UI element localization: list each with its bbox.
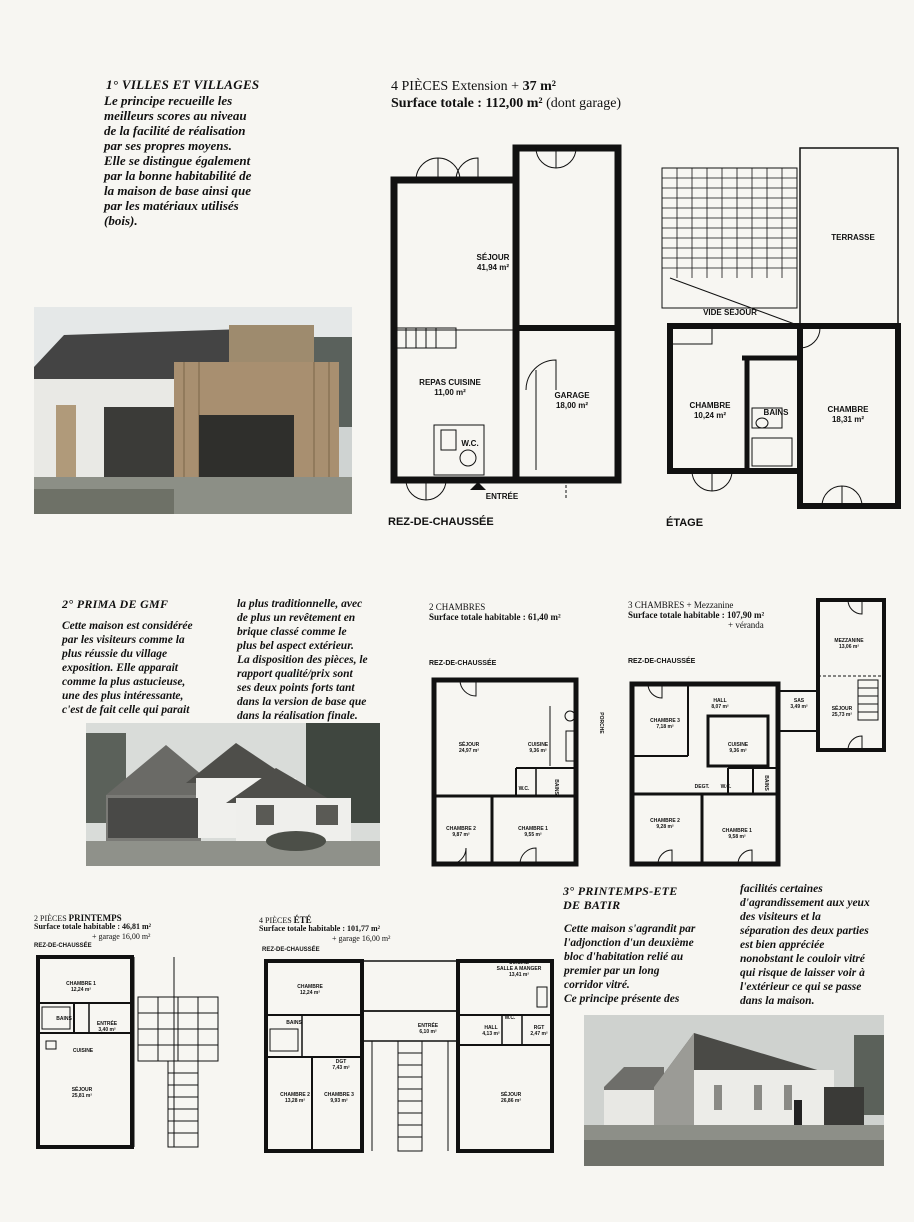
section1-heading: 1° VILLES ET VILLAGES: [106, 77, 260, 92]
heading-line: 3° PRINTEMPS-ETE: [563, 884, 678, 898]
room-area: 3,49 m²: [790, 704, 808, 710]
room-label: CHAMBRE: [297, 984, 323, 990]
text-line: la maison de base ainsi que: [104, 183, 251, 198]
photo-modern-houses: [584, 1015, 884, 1166]
planA-room-bains: BAINS: [553, 779, 559, 795]
room-area: 7,43 m²: [332, 1065, 350, 1071]
planB-room-mezzanine: [824, 638, 874, 650]
planB-room-chambre-1: [712, 828, 762, 840]
room-repas: [395, 378, 505, 398]
planC-room-cuisine: CUISINE: [72, 1048, 94, 1054]
room-area: 24,97 m²: [458, 748, 479, 754]
room-sejour: [453, 253, 533, 273]
room-label: SAS: [793, 698, 805, 704]
planB-room-sejour: [822, 706, 862, 718]
wooden-house-illustration: [34, 307, 352, 514]
modern-houses-illustration: [584, 1015, 884, 1166]
planD-garage: + garage 16,00 m²: [332, 934, 391, 943]
section3-col1: [564, 922, 739, 1006]
planD-surface: Surface totale habitable : 101,77 m²: [259, 924, 381, 933]
plan1-surface-value: Surface totale : 112,00 m²: [391, 96, 543, 111]
section3-heading: [563, 884, 678, 912]
photo-wooden-house: [34, 307, 352, 514]
text-line: brique classé comme le: [237, 626, 347, 638]
planC-title-text: 2 PIÈCES: [34, 914, 69, 923]
plan1-etage-drawing: [662, 148, 902, 508]
planB-room-wc: W.C.: [720, 784, 732, 790]
room-label: CHAMBRE 3: [650, 718, 680, 724]
planB-room-bains: BAINS: [763, 775, 769, 791]
heading-line: DE BATIR: [563, 898, 621, 912]
planA-surface: Surface totale habitable : 61,40 m²: [429, 612, 561, 622]
room-label: CHAMBRE 1: [66, 981, 96, 987]
room-label: GARAGE: [554, 391, 590, 400]
text-line: dans la réalisation finale.: [237, 710, 358, 722]
text-line: Cette maison s'agrandit par: [564, 923, 696, 935]
planA-room-cuisine: [518, 742, 558, 754]
room-label: CUISINE: [727, 742, 749, 748]
text-line: rapport qualité/prix sont: [237, 668, 353, 680]
planB-surface: Surface totale habitable : 107,90 m²: [628, 610, 765, 620]
room-area: 13,41 m²: [508, 972, 529, 978]
planD-room-chambre: [285, 984, 335, 996]
planA-title: 2 CHAMBRES: [429, 602, 486, 612]
text-line: de la facilité de réalisation: [104, 123, 246, 138]
room-label: CUISINE: [527, 742, 549, 748]
room-label: SÉJOUR: [476, 253, 510, 262]
room-label: CHAMBRE: [827, 405, 869, 414]
room-vide-sejour: VIDE SÉJOUR: [703, 308, 757, 317]
room-area: 3,40 m²: [98, 1027, 116, 1033]
brick-house-illustration: [86, 723, 380, 866]
room-label: ENTRÉE: [417, 1023, 439, 1029]
planA-porche: PORCHE: [598, 712, 604, 734]
section3-col2: [740, 882, 905, 1008]
text-line: dans la maison.: [740, 995, 815, 1007]
plan1-surface-note: (dont garage): [542, 96, 622, 111]
room-label: CHAMBRE 2: [280, 1092, 310, 1098]
plan1-surface: [391, 96, 621, 112]
planC-room-entree: [92, 1021, 122, 1033]
text-line: par la bonne habitabilité de: [104, 168, 252, 183]
planA-room-sejour: [444, 742, 494, 754]
room-area: 13,06 m²: [838, 644, 859, 650]
text-line: de plus un revêtement en: [237, 612, 356, 624]
room-area: 12,24 m²: [70, 987, 91, 993]
text-line: facilités certaines: [740, 883, 823, 895]
planB-veranda: + véranda: [728, 620, 764, 630]
plan1-rdc-drawing: [386, 140, 628, 510]
room-area: 9,87 m²: [452, 832, 470, 838]
planC-rdc: REZ-DE-CHAUSSÉE: [34, 943, 92, 949]
planB-room-sas: [784, 698, 814, 710]
planA-room-chambre-1: [508, 826, 558, 838]
room-label: DGT: [335, 1059, 347, 1065]
room-area: 9,93 m²: [330, 1098, 348, 1104]
text-line: est bien appréciée: [740, 939, 825, 951]
room-area: 2,47 m²: [530, 1031, 548, 1037]
room-bains: BAINS: [763, 408, 789, 417]
room-label: CHAMBRE 1: [518, 826, 548, 832]
planB-room-cuisine: [718, 742, 758, 754]
room-label: CHAMBRE 1: [722, 828, 752, 834]
text-line: par ses propres moyens.: [104, 138, 232, 153]
planB-room-chambre-3: [640, 718, 690, 730]
room-label: SÉJOUR: [458, 742, 480, 748]
room-area: 8,07 m²: [711, 704, 729, 710]
room-area: 9,55 m²: [524, 832, 542, 838]
room-label: MEZZANINE: [834, 638, 864, 644]
room-label: CHAMBRE: [689, 401, 731, 410]
text-line: l'extérieur ce qui se passe: [740, 981, 862, 993]
room-garage: [532, 391, 612, 411]
text-line: comme la plus astucieuse,: [62, 676, 186, 688]
room-chambre-1: [680, 401, 740, 421]
planB-title: 3 CHAMBRES + Mezzanine: [628, 600, 734, 610]
planD-rdc: REZ-DE-CHAUSSÉE: [262, 947, 320, 953]
text-line: par les matériaux utilisés: [104, 198, 239, 213]
planD-room-rgt: [526, 1025, 552, 1037]
planD-room-hall: [476, 1025, 506, 1037]
room-label: CHAMBRE 2: [446, 826, 476, 832]
section2-col2: [237, 597, 407, 723]
text-line: plus bel aspect extérieur.: [237, 640, 354, 652]
room-label: HALL: [484, 1025, 498, 1031]
planD-title-name: ÉTÉ: [293, 915, 312, 925]
text-line: Ce principe présente des: [564, 993, 680, 1005]
room-label: RGT: [533, 1025, 545, 1031]
text-line: une des plus intéressante,: [62, 690, 184, 702]
text-line: Le principe recueille les: [104, 93, 233, 108]
text-line: Elle se distingue également: [104, 153, 251, 168]
planD-room-dgt: [326, 1059, 356, 1071]
planD-room-entree: [408, 1023, 448, 1035]
section1-text: [104, 93, 314, 228]
room-chambre-2: [818, 405, 878, 425]
room-label: CHAMBRE 2: [650, 818, 680, 824]
room-area: 41,94 m²: [476, 263, 510, 272]
room-area: 10,24 m²: [693, 411, 727, 420]
plan1-title: [391, 79, 556, 95]
room-terrasse: TERRASSE: [831, 233, 875, 242]
caption-rdc: REZ-DE-CHAUSSÉE: [388, 516, 494, 528]
text-line: plus réussie du village: [62, 648, 168, 660]
room-area: 6,10 m²: [419, 1029, 437, 1035]
room-area: 9,58 m²: [728, 834, 746, 840]
room-label: SÉJOUR: [71, 1087, 93, 1093]
text-line: qui risque de laisser voir à: [740, 967, 865, 979]
text-line: c'est de fait celle qui parait: [62, 704, 190, 716]
planA-drawing: [430, 676, 610, 868]
room-label: ENTRÉE: [96, 1021, 118, 1027]
room-label: SÉJOUR: [500, 1092, 522, 1098]
planC-room-chambre: [56, 981, 106, 993]
text-line: La disposition des pièces, le: [237, 654, 368, 666]
planC-title-name: PRINTEMPS: [68, 913, 122, 923]
planC-surface: Surface totale habitable : 46,81 m²: [34, 922, 152, 931]
caption-etage: ÉTAGE: [666, 517, 704, 529]
room-label: CUISINE: [508, 960, 530, 966]
planA-room-wc: W.C.: [518, 786, 530, 792]
planA-room-chambre-2: [436, 826, 486, 838]
text-line: Cette maison est considérée: [62, 620, 193, 632]
room-area: 25,81 m²: [71, 1093, 92, 1099]
section2-col1: [62, 619, 237, 717]
photo-brick-house: [86, 723, 380, 866]
text-line: exposition. Elle apparait: [62, 662, 178, 674]
room-area: 9,28 m²: [656, 824, 674, 830]
room-area: 12,24 m²: [299, 990, 320, 996]
text-line: (bois).: [104, 213, 138, 228]
room-area: 9,36 m²: [729, 748, 747, 754]
text-line: dans la version de base que: [237, 696, 367, 708]
text-line: des visiteurs et la: [740, 911, 821, 923]
planB-room-degt: DEGT.: [694, 784, 710, 790]
text-line: l'adjonction d'un deuxième: [564, 937, 694, 949]
text-line: la plus traditionnelle, avec: [237, 598, 363, 610]
room-label: CHAMBRE 3: [324, 1092, 354, 1098]
text-line: bloc d'habitation relié au: [564, 951, 684, 963]
room-area: 9,36 m²: [529, 748, 547, 754]
room-wc: W.C.: [461, 439, 479, 448]
room-label: HALL: [713, 698, 727, 704]
planD-room-bains: BAINS: [286, 1020, 302, 1026]
room-area: 18,31 m²: [831, 415, 865, 424]
text-line: ses deux points forts tant: [237, 682, 355, 694]
text-line: nonobstant le couloir vitré: [740, 953, 865, 965]
room-area: 11,00 m²: [434, 388, 466, 397]
planA-rdc: REZ-DE-CHAUSSÉE: [429, 660, 497, 667]
label-entree: ENTRÉE: [485, 492, 519, 501]
planD-room-cuisine: [494, 960, 544, 978]
plan1-title-ext: 37 m²: [522, 79, 556, 94]
planC-garage: + garage 16,00 m²: [92, 932, 151, 941]
room-area: 13,28 m²: [284, 1098, 305, 1104]
planB-room-chambre-2: [640, 818, 690, 830]
room-label: SÉJOUR: [831, 706, 853, 712]
planD-room-chambre-2: [272, 1092, 318, 1104]
planD-title-text: 4 PIÈCES: [259, 916, 294, 925]
text-line: premier par un long: [564, 965, 660, 977]
planB-room-hall: [700, 698, 740, 710]
room-label: SALLE A MANGER: [496, 966, 542, 972]
planC-room-bains: BAINS: [56, 1016, 72, 1022]
text-line: par les visiteurs comme la: [62, 634, 185, 646]
text-line: meilleurs scores au niveau: [104, 108, 247, 123]
planC-room-sejour: [62, 1087, 102, 1099]
room-area: 26,86 m²: [500, 1098, 521, 1104]
planB-rdc: REZ-DE-CHAUSSÉE: [628, 658, 696, 665]
room-label: REPAS CUISINE: [419, 378, 481, 387]
room-area: 7,18 m²: [656, 724, 674, 730]
planD-room-sejour: [488, 1092, 534, 1104]
text-line: corridor vitré.: [564, 979, 630, 991]
text-line: séparation des deux parties: [740, 925, 869, 937]
planD-room-chambre-3: [316, 1092, 362, 1104]
section2-heading: 2° PRIMA DE GMF: [62, 597, 169, 611]
room-area: 18,00 m²: [555, 401, 589, 410]
room-area: 25,73 m²: [831, 712, 852, 718]
text-line: d'agrandissement aux yeux: [740, 897, 870, 909]
planD-room-wc: W.C.: [504, 1015, 516, 1021]
room-area: 4,13 m²: [482, 1031, 500, 1037]
plan1-title-text: 4 PIÈCES Extension +: [391, 79, 523, 94]
